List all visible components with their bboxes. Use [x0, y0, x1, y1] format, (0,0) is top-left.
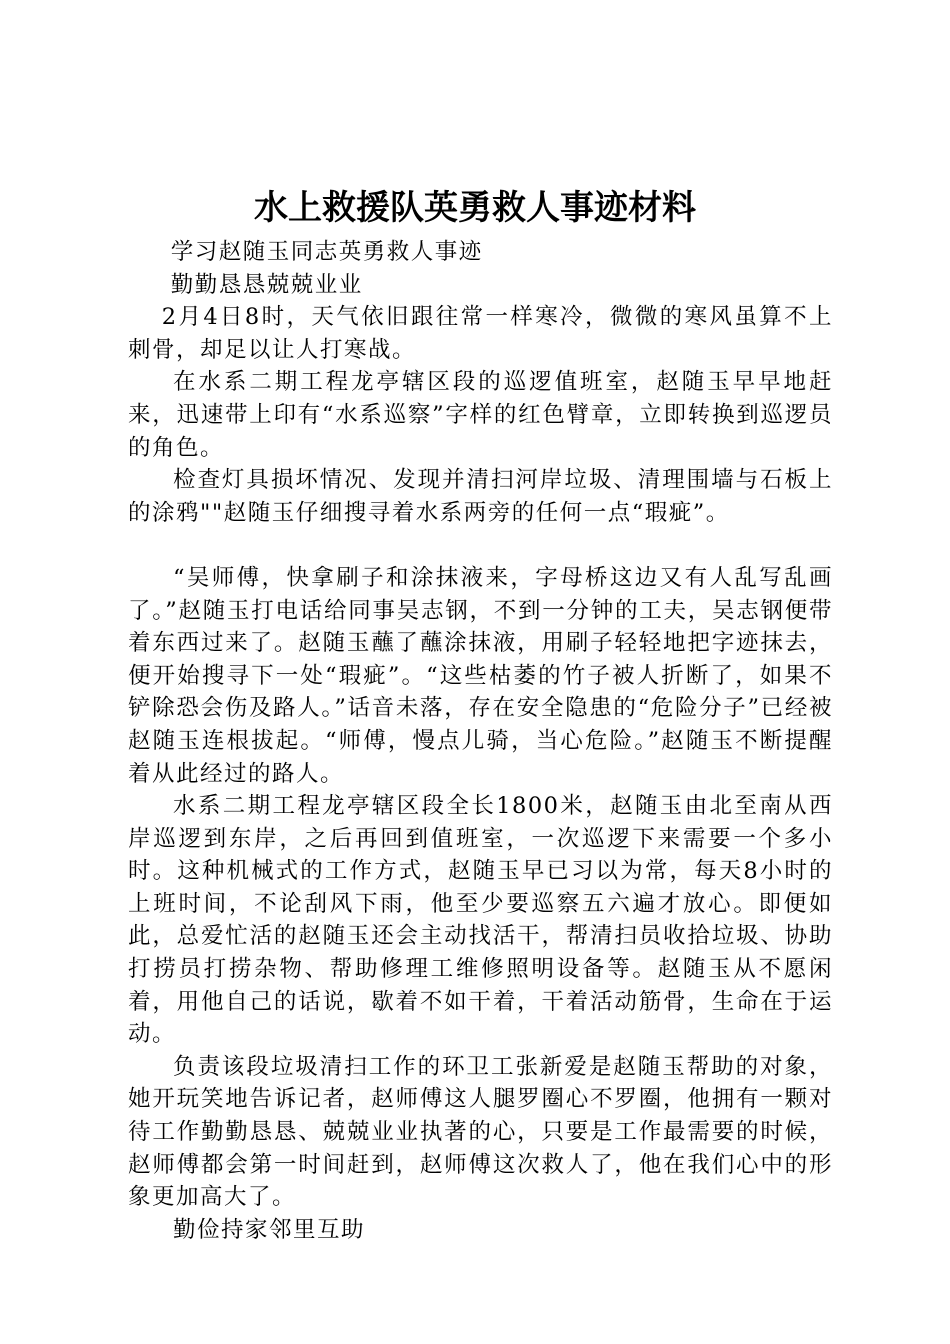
subheading-thrift: 勤俭持家邻里互助 [173, 1216, 366, 1243]
body-paragraph: 水系二期工程龙亭辖区段全长1800米，赵随玉由北至南从西岸巡逻到东岸，之后再回到值班室，一次巡逻下来需要一个多小时。这种机械式的工作方式，赵随玉早已习以为常，每天8小时的上班时间，不论刮风下雨，他至少要巡察五六遍才放心。即便如此，总爱忙活的赵随玉还会主动找活干，帮清扫员收拾垃圾、协助打捞员打捞杂物、帮助修理工维修照明设备等。赵随玉从不愿闲着，用他自己的话说，歇着不如干着，干着活动筋骨，生命在于运动。 [128, 793, 833, 1048]
body-paragraph: 负责该段垃圾清扫工作的环卫工张新爱是赵随玉帮助的对象，她开玩笑地告诉记者，赵师傅这人腿罗圈心不罗圈，他拥有一颗对待工作勤勤恳恳、兢兢业业执著的心，只要是工作最需要的时候，赵师傅都会第一时间赶到，赵师傅这次救人了，他在我们心中的形象更加高大了。 [128, 1053, 833, 1211]
blank-line [128, 529, 833, 562]
document-title: 水上救援队英勇救人事迹材料 [254, 188, 696, 228]
body-paragraph: “吴师傅，快拿刷子和涂抹液来，字母桥这边又有人乱写乱画了。”赵随玉打电话给同事吴志钢，不到一分钟的工夫，吴志钢便带着东西过来了。赵随玉蘸了蘸涂抹液，用刷子轻轻地把字迹抹去，便开始搜寻下一处“瑕疵”。“这些枯萎的竹子被人折断了，如果不铲除恐会伤及路人。”话音未落，存在安全隐患的“危险分子”已经被赵随玉连根拔起。“师傅，慢点儿骑，当心危险。”赵随玉不断提醒着从此经过的路人。 [128, 564, 833, 787]
body-paragraph: 检查灯具损坏情况、发现并清扫河岸垃圾、清理围墙与石板上的涂鸦""赵随玉仔细搜寻着水系两旁的任何一点“瑕疵”。 [128, 467, 833, 526]
subheading-study: 学习赵随玉同志英勇救人事迹 [170, 239, 483, 265]
document-body [128, 236, 833, 1246]
body-paragraph: 2月4日8时，天气依旧跟往常一样寒冷，微微的寒风虽算不上刺骨，却足以让人打寒战。 [128, 304, 833, 363]
subheading-diligence: 勤勤恳恳兢兢业业 [170, 271, 363, 298]
body-paragraph: 在水系二期工程龙亭辖区段的巡逻值班室，赵随玉早早地赶来，迅速带上印有“水系巡察”字样的红色臂章，立即转换到巡逻员的角色。 [128, 369, 833, 461]
